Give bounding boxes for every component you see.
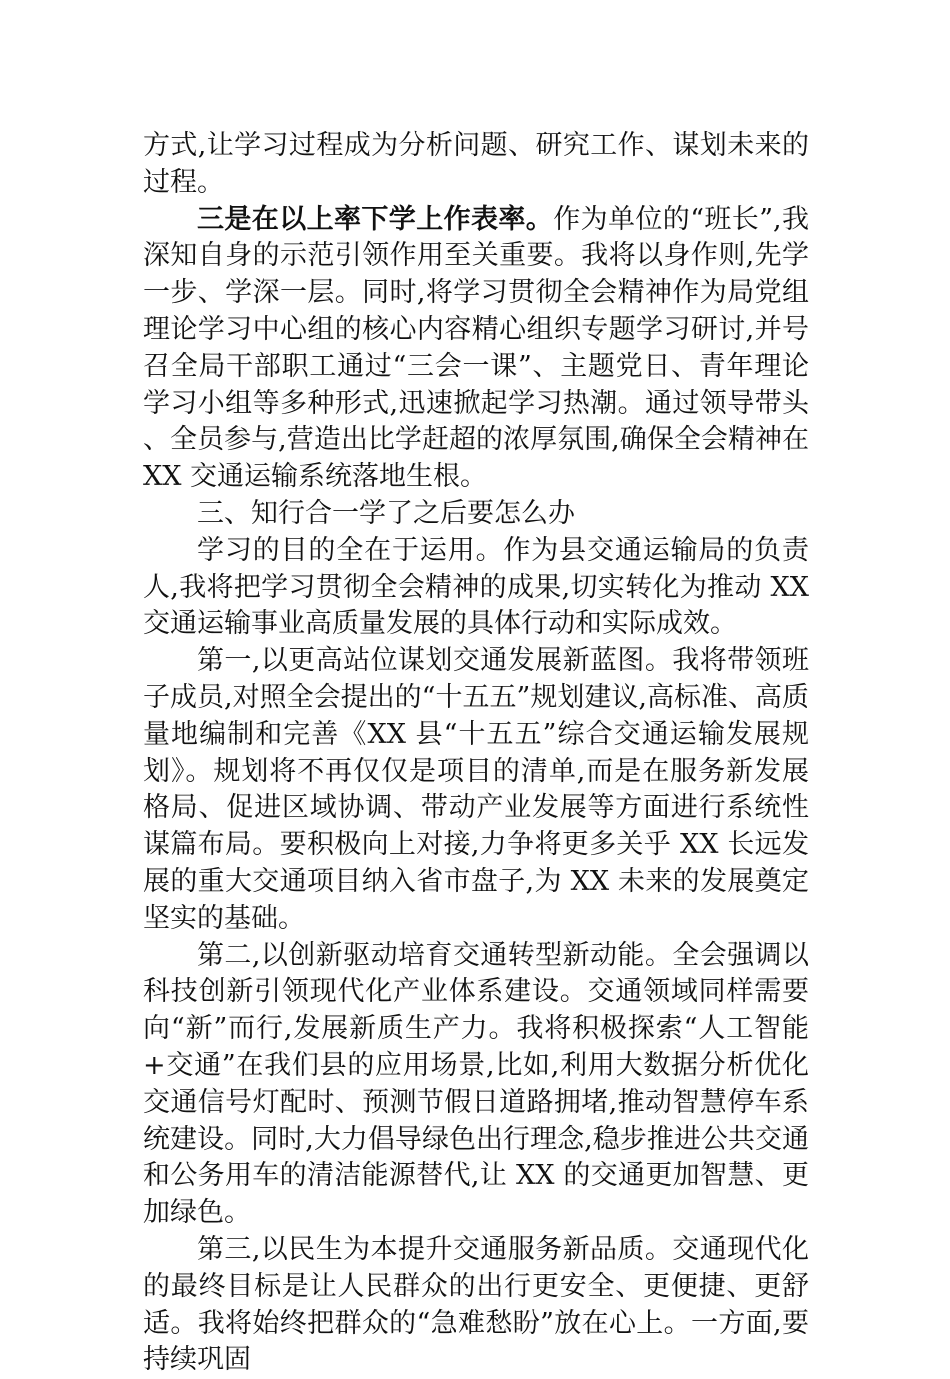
section-heading (143, 496, 809, 533)
paragraph-text: 第二,以创新驱动培育交通转型新动能。全会强调以科技创新引领现代化产业体系建设。交通领域同样需要向“新”而行,发展新质生产力。我将积极探索“人工智能+交通”在我们县的应用场景,比如,利用大数据分析优化交通信号灯配时、预测节假日道路拥堵,推动智慧停车系统建设。同时,大力倡导绿色出行理念,稳步推进公共交通和公务用车的清洁能源替代,让 XX 的交通更加智慧、更加绿色。 (143, 939, 809, 1229)
paragraph-third (143, 1232, 809, 1379)
paragraph-bold-lead: 三是在以上率下学上作表率。 (197, 203, 554, 235)
paragraph-text: 作为单位的“班长”,我深知自身的示范引领作用至关重要。我将以身作则,先学一步、学深一层。同时,将学习贯彻全会精神作为局党组理论学习中心组的核心内容精心组织专题学习研讨,并号召全局干部职工通过“三会一课”、主题党日、青年理论学习小组等多种形式,迅速掀起学习热潮。通过领导带头、全员参与,营造出比学赶超的浓厚氛围,确保全会精神在 XX 交通运输系统落地生根。 (143, 203, 809, 493)
paragraph-second (143, 938, 809, 1232)
paragraph-text: 方式,让学习过程成为分析问题、研究工作、谋划未来的过程。 (143, 130, 809, 198)
paragraph-text: 学习的目的全在于运用。作为县交通运输局的负责人,我将把学习贯彻全会精神的成果,切实转化为推动 XX 交通运输事业高质量发展的具体行动和实际成效。 (143, 534, 809, 640)
paragraph-text: 第三,以民生为本提升交通服务新品质。交通现代化的最终目标是让人民群众的出行更安全、更便捷、更舒适。我将始终把群众的“急难愁盼”放在心上。一方面,要持续巩固 (143, 1233, 809, 1376)
paragraph-continuation (143, 128, 809, 202)
paragraph-first (143, 643, 809, 937)
paragraph-leadership-example (143, 202, 809, 496)
document-page (143, 128, 809, 1379)
paragraph-purpose (143, 533, 809, 643)
section-heading-text: 三、知行合一学了之后要怎么办 (197, 497, 575, 529)
paragraph-text: 第一,以更高站位谋划交通发展新蓝图。我将带领班子成员,对照全会提出的“十五五”规划建议,高标准、高质量地编制和完善《XX 县“十五五”综合交通运输发展规划》。规划将不再仅仅是项目的清单,而是在服务新发展格局、促进区域协调、带动产业发展等方面进行系统性谋篇布局。要积极向上对接,力争将更多关乎 XX 长远发展的重大交通项目纳入省市盘子,为 XX 未来的发展奠定坚实的基础。 (143, 645, 809, 934)
